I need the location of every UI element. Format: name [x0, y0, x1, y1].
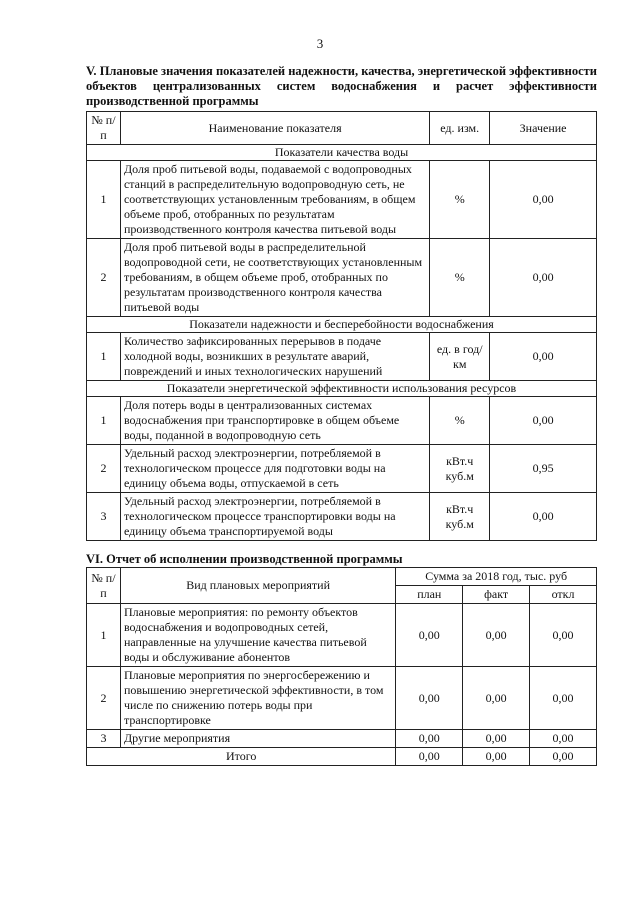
row-unit: % [430, 239, 490, 317]
header-unit: ед. изм. [430, 112, 490, 145]
group-title: Показатели надежности и бесперебойности водоснабжения [87, 317, 597, 333]
row-otkl: 0,00 [530, 667, 597, 730]
header-otkl: откл [530, 586, 597, 604]
row-value: 0,00 [490, 493, 597, 541]
program-report-table [86, 567, 597, 766]
row-unit: % [430, 397, 490, 445]
row-value: 0,00 [490, 239, 597, 317]
row-otkl: 0,00 [530, 604, 597, 667]
table-row [87, 333, 597, 381]
page-number: 3 [316, 36, 324, 51]
row-unit: кВт.ч куб.м [430, 445, 490, 493]
group-row [87, 145, 597, 161]
header-num: № п/п [87, 112, 121, 145]
row-num: 2 [87, 239, 121, 317]
row-otkl: 0,00 [530, 730, 597, 748]
table-row [87, 161, 597, 239]
row-fact: 0,00 [463, 730, 530, 748]
row-num: 1 [87, 333, 121, 381]
row-fact: 0,00 [463, 667, 530, 730]
row-name: Удельный расход электроэнергии, потребляемой в технологическом процессе для подготовки воды на единицу объема воды, отпускаемой в сеть [120, 445, 429, 493]
row-plan: 0,00 [396, 604, 463, 667]
row-num: 1 [87, 161, 121, 239]
row-plan: 0,00 [396, 667, 463, 730]
group-row [87, 317, 597, 333]
group-title: Показатели энергетической эффективности использования ресурсов [87, 381, 597, 397]
row-num: 1 [87, 604, 121, 667]
header-num: № п/п [87, 568, 121, 604]
row-num: 3 [87, 730, 121, 748]
row-value: 0,95 [490, 445, 597, 493]
table-row [87, 493, 597, 541]
row-num: 3 [87, 493, 121, 541]
header-name: Вид плановых мероприятий [120, 568, 395, 604]
row-name: Другие мероприятия [120, 730, 395, 748]
row-name: Плановые мероприятия по энергосбережению и повышению энергетической эффективности, в том числе по снижению потерь воды при транспортировке [120, 667, 395, 730]
row-value: 0,00 [490, 333, 597, 381]
row-unit: ед. в год/ км [430, 333, 490, 381]
header-value: Значение [490, 112, 597, 145]
table-row [87, 239, 597, 317]
group-title: Показатели качества воды [87, 145, 597, 161]
table-row [87, 667, 597, 730]
table-row [87, 604, 597, 667]
header-sum: Сумма за 2018 год, тыс. руб [396, 568, 597, 586]
table-row [87, 397, 597, 445]
section5-title: V. Плановые значения показателей надежности, качества, энергетической эффективности объектов централизованных систем водоснабжения и расчет эффективности производственной программы [86, 64, 597, 108]
total-label: Итого [87, 748, 396, 766]
total-plan: 0,00 [396, 748, 463, 766]
row-value: 0,00 [490, 161, 597, 239]
row-num: 2 [87, 667, 121, 730]
row-name: Доля проб питьевой воды в распределительной водопроводной сети, не соответствующих установленным требованиям, в общем объеме проб, отобранных по результатам производственного контроля качества питьевой воды [120, 239, 429, 317]
row-unit: кВт.ч куб.м [430, 493, 490, 541]
row-name: Плановые мероприятия: по ремонту объектов водоснабжения и водопроводных сетей, направленные на улучшение качества питьевой воды и обслуживание абонентов [120, 604, 395, 667]
table-row [87, 445, 597, 493]
header-name: Наименование показателя [120, 112, 429, 145]
header-fact: факт [463, 586, 530, 604]
row-name: Доля потерь воды в централизованных системах водоснабжения при транспортировке в общем объеме воды, поданной в водопроводную сеть [120, 397, 429, 445]
table-row [87, 730, 597, 748]
row-name: Доля проб питьевой воды, подаваемой с водопроводных станций в распределительную водопроводную сеть, не соответствующих установленным требованиям, в общем объеме проб, отобранных по результатам производственного контроля качества питьевой воды [120, 161, 429, 239]
row-unit: % [430, 161, 490, 239]
row-name: Удельный расход электроэнергии, потребляемой в технологическом процессе транспортировки воды на единицу объема транспортируемой воды [120, 493, 429, 541]
total-row [87, 748, 597, 766]
row-fact: 0,00 [463, 604, 530, 667]
row-value: 0,00 [490, 397, 597, 445]
section6-title: VI. Отчет об исполнении производственной программы [86, 552, 403, 566]
indicators-table [86, 111, 597, 541]
row-num: 1 [87, 397, 121, 445]
table-header-row [87, 112, 597, 145]
group-row [87, 381, 597, 397]
row-name: Количество зафиксированных перерывов в подаче холодной воды, возникших в результате аварий, повреждений и иных технологических нарушений [120, 333, 429, 381]
header-plan: план [396, 586, 463, 604]
row-plan: 0,00 [396, 730, 463, 748]
total-otkl: 0,00 [530, 748, 597, 766]
row-num: 2 [87, 445, 121, 493]
table-header-row [87, 568, 597, 586]
total-fact: 0,00 [463, 748, 530, 766]
